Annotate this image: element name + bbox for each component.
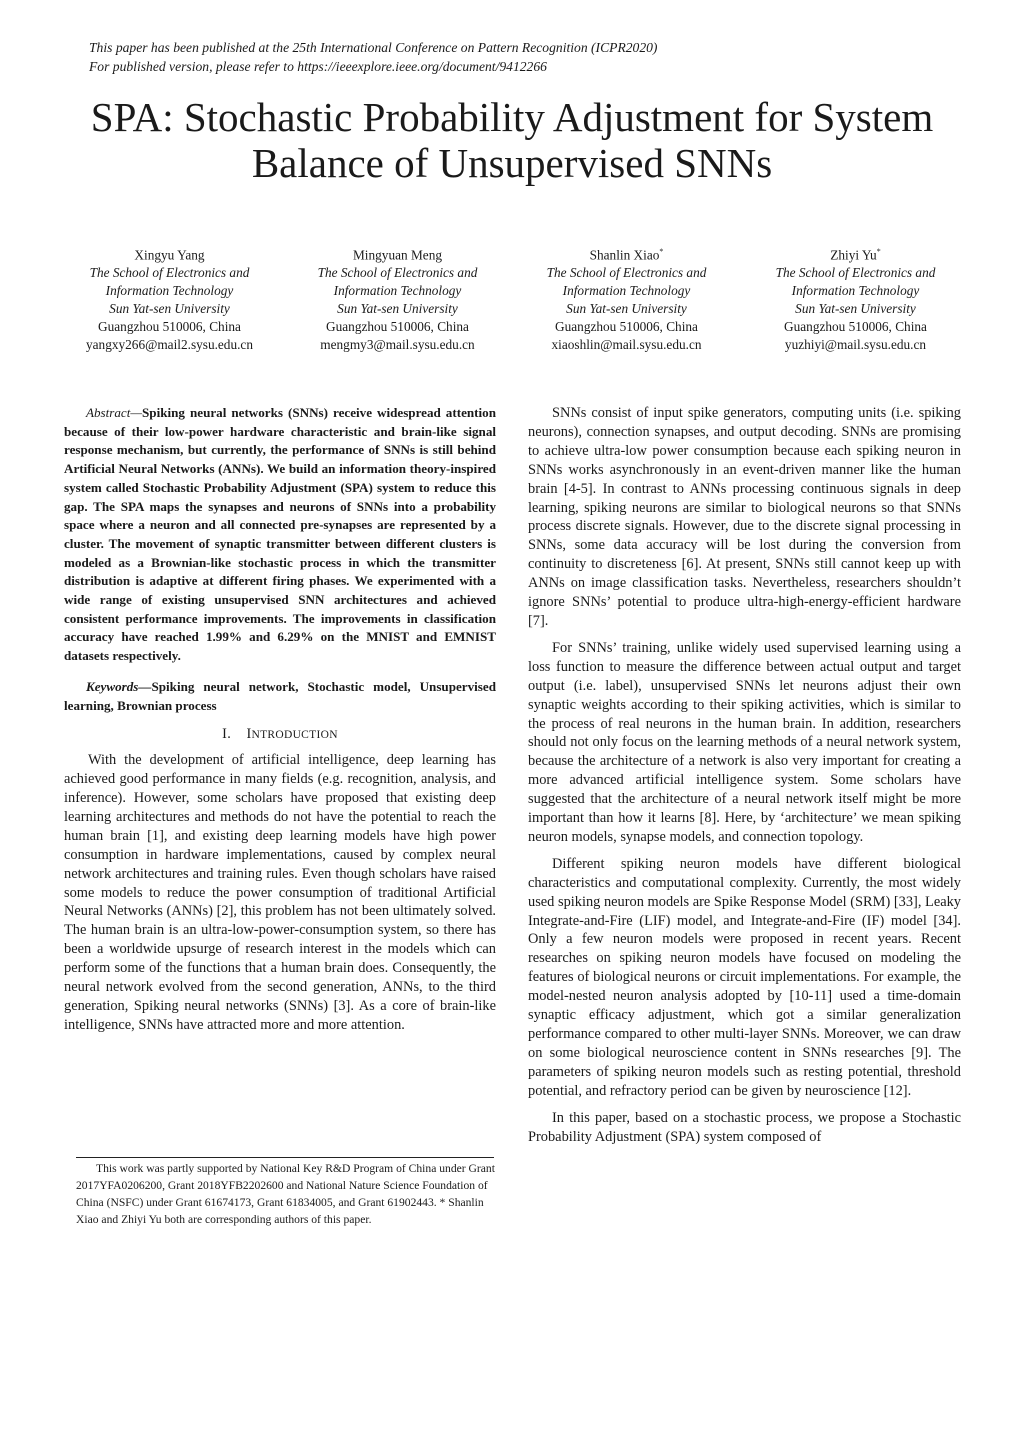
author-department: The School of Electronics and [546, 265, 707, 281]
author-city: Guangzhou 510006, China [555, 319, 698, 335]
keywords [64, 678, 496, 715]
body-paragraph: In this paper, based on a stochastic process, we propose a Stochastic Probability Adjustment (SPA) system composed of [528, 1109, 961, 1145]
funding-footnote: This work was partly supported by National Key R&D Program of China under Grant 2017YFA0206200, Grant 2018YFB2202600 and National Nature Science Foundation of China (NSFC) under Grant 61674173, Grant 61834005, and Grant 61902443. * Shanlin Xiao and Zhiyi Yu both are corresponding authors of this paper. [76, 1162, 495, 1226]
author-email: mengmy3@mail.sysu.edu.cn [320, 337, 475, 353]
author-1 [62, 243, 277, 354]
body-paragraph: SNNs consist of input spike generators, computing units (i.e. spiking neurons), connection synapses, and output decoding. SNNs are promising to achieve ultra-low power consumption because each spiking neuron in SNNs works asynchronously in an event-driven manner like the human brain [4-5]. In contrast to ANNs processing continuous signals in deep learning, spiking neurons are similar to biological neurons so that SNNs process discrete signals. However, due to the discrete signal processing in SNNs, some data accuracy will be lost during the conversion from continuity to discreteness [6]. At present, SNNs still cannot keep up with ANNs on image classification tasks. Nevertheless, researchers shouldn’t ignore SNNs’ potential to produce ultra-high-energy-efficient hardware [7]. [528, 405, 961, 629]
abstract-label: Abstract— [86, 405, 143, 420]
author-department: Information Technology [791, 283, 920, 299]
body-paragraph: Different spiking neuron models have different biological characteristics and computational complexity. Currently, the most widely used spiking neuron models are Spike Response Model (SRM) [33], Leaky Integrate-and-Fire (LIF) model, and Integrate-and-Fire (IF) model [34]. Only a few neuron models were proposed in recent years. Recent researches on spiking neuron models have focused on modeling the features of biological neurons or circuit implementations. For example, the model-nested neuron analysis adopted by [10-11] used a time-domain synaptic efficacy adjustment, which got a similar generalization performance compared to other multi-layer SNNs. Moreover, we can draw on some biological neuroscience content in SNNs researches [9]. The parameters of spiking neuron models such as resting potential, threshold potential, and refractory period can be given by neuroscience [12]. [528, 855, 961, 1099]
publication-notice-line2: For published version, please refer to https://ieeexplore.ieee.org/document/9412266 [89, 59, 547, 74]
author-city: Guangzhou 510006, China [326, 319, 469, 335]
author-city: Guangzhou 510006, China [784, 319, 927, 335]
author-name: Shanlin Xiao [589, 247, 660, 263]
left-column [64, 404, 496, 1035]
publication-notice-line1: This paper has been published at the 25th International Conference on Pattern Recognition (ICPR2020) [89, 40, 658, 55]
author-2 [290, 243, 505, 354]
paper-title [40, 94, 984, 186]
section-title-initial: I [246, 726, 252, 743]
keywords-text: Spiking neural network, Stochastic model, Unsupervised learning, Brownian process [64, 678, 496, 713]
section-title-rest: NTRODUCTION [251, 729, 338, 742]
footnote-divider [76, 1157, 494, 1158]
right-column [528, 404, 961, 1154]
author-department: The School of Electronics and [89, 265, 250, 281]
author-department: Information Technology [333, 283, 462, 299]
publication-notice [89, 38, 949, 76]
corresponding-mark: * [659, 247, 664, 256]
author-department: The School of Electronics and [775, 265, 936, 281]
author-city: Guangzhou 510006, China [98, 319, 241, 335]
paper-title-line1: SPA: Stochastic Probability Adjustment for System [90, 94, 934, 140]
author-university: Sun Yat-sen University [566, 301, 687, 317]
keywords-label: Keywords— [86, 678, 152, 694]
author-email: xiaoshlin@mail.sysu.edu.cn [551, 337, 702, 353]
author-university: Sun Yat-sen University [795, 301, 916, 317]
paper-title-line2: Balance of Unsupervised SNNs [251, 140, 773, 186]
intro-paragraph-1: With the development of artificial intelligence, deep learning has achieved good performance in many fields (e.g. recognition, analysis, and inference). However, some scholars have proposed that existing deep learning architectures and methods do not have the potential to reach the human brain [1], and existing deep learning models have high power consumption in hardware implementations, caused by complex neural network architectures and training rules. Even though scholars have raised some models to reduce the power consumption of traditional Artificial Neural Networks (ANNs) [2], this problem has not been ultimately solved. The human brain is an ultra-low-power-consumption system, so there has been a worldwide upsurge of research interest in the models which can perform some of the functions that a human brain does. Consequently, the neural network evolved from the second generation, ANNs, to the third generation, Spiking neural networks (SNNs) [3]. As a core of brain-like intelligence, SNNs have attracted more and more attention. [64, 752, 496, 1033]
author-4 [748, 243, 963, 354]
author-department: The School of Electronics and [317, 265, 478, 281]
body-paragraph: For SNNs’ training, unlike widely used supervised learning using a loss function to measure the difference between actual output and target output (i.e. label), unsupervised SNNs let neurons adjust their own synaptic weights according to their spiking activities, which is similar to the process of real neurons in the human brain. In addition, researchers should not only focus on the learning methods of a neural network system, because the architecture of a network is also very important for creating a more advanced artificial intelligence system. Some scholars have suggested that the architecture of a neural network itself might be more important than how it learns [8]. Here, by ‘architecture’ we mean spiking neuron models, synapse models, and connection topology. [528, 639, 961, 845]
author-name: Mingyuan Meng [352, 247, 442, 263]
author-university: Sun Yat-sen University [109, 301, 230, 317]
author-university: Sun Yat-sen University [337, 301, 458, 317]
author-name: Zhiyi Yu [830, 247, 877, 263]
author-department: Information Technology [562, 283, 691, 299]
corresponding-mark: * [876, 247, 881, 256]
footnote [76, 1161, 496, 1229]
author-email: yuzhiyi@mail.sysu.edu.cn [784, 337, 927, 353]
author-name: Xingyu Yang [134, 247, 205, 263]
author-3 [519, 243, 734, 354]
author-email: yangxy266@mail2.sysu.edu.cn [86, 337, 253, 353]
abstract [64, 404, 496, 666]
section-heading-introduction [64, 725, 496, 745]
abstract-text: Spiking neural networks (SNNs) receive widespread attention because of their low-power hardware characteristic and brain-like signal response mechanism, but currently, the performance of SNNs is still behind Artificial Neural Networks (ANNs). We build an information theory-inspired system called Stochastic Probability Adjustment (SPA) system to reduce this gap. The SPA maps the synapses and neurons of SNNs into a probability space where a neuron and all connected pre-synapses are represented by a cluster. The movement of synaptic transmitter between different clusters is modeled as a Brownian-like stochastic process in which the transmitter distribution is adaptive at different firing phases. We experimented with a wide range of existing unsupervised SNN architectures and achieved consistent performance improvements. The improvements in classification accuracy have reached 1.99% and 6.29% on the MNIST and EMNIST datasets respectively. [64, 405, 496, 664]
section-number: I. [222, 726, 232, 743]
author-department: Information Technology [105, 283, 234, 299]
